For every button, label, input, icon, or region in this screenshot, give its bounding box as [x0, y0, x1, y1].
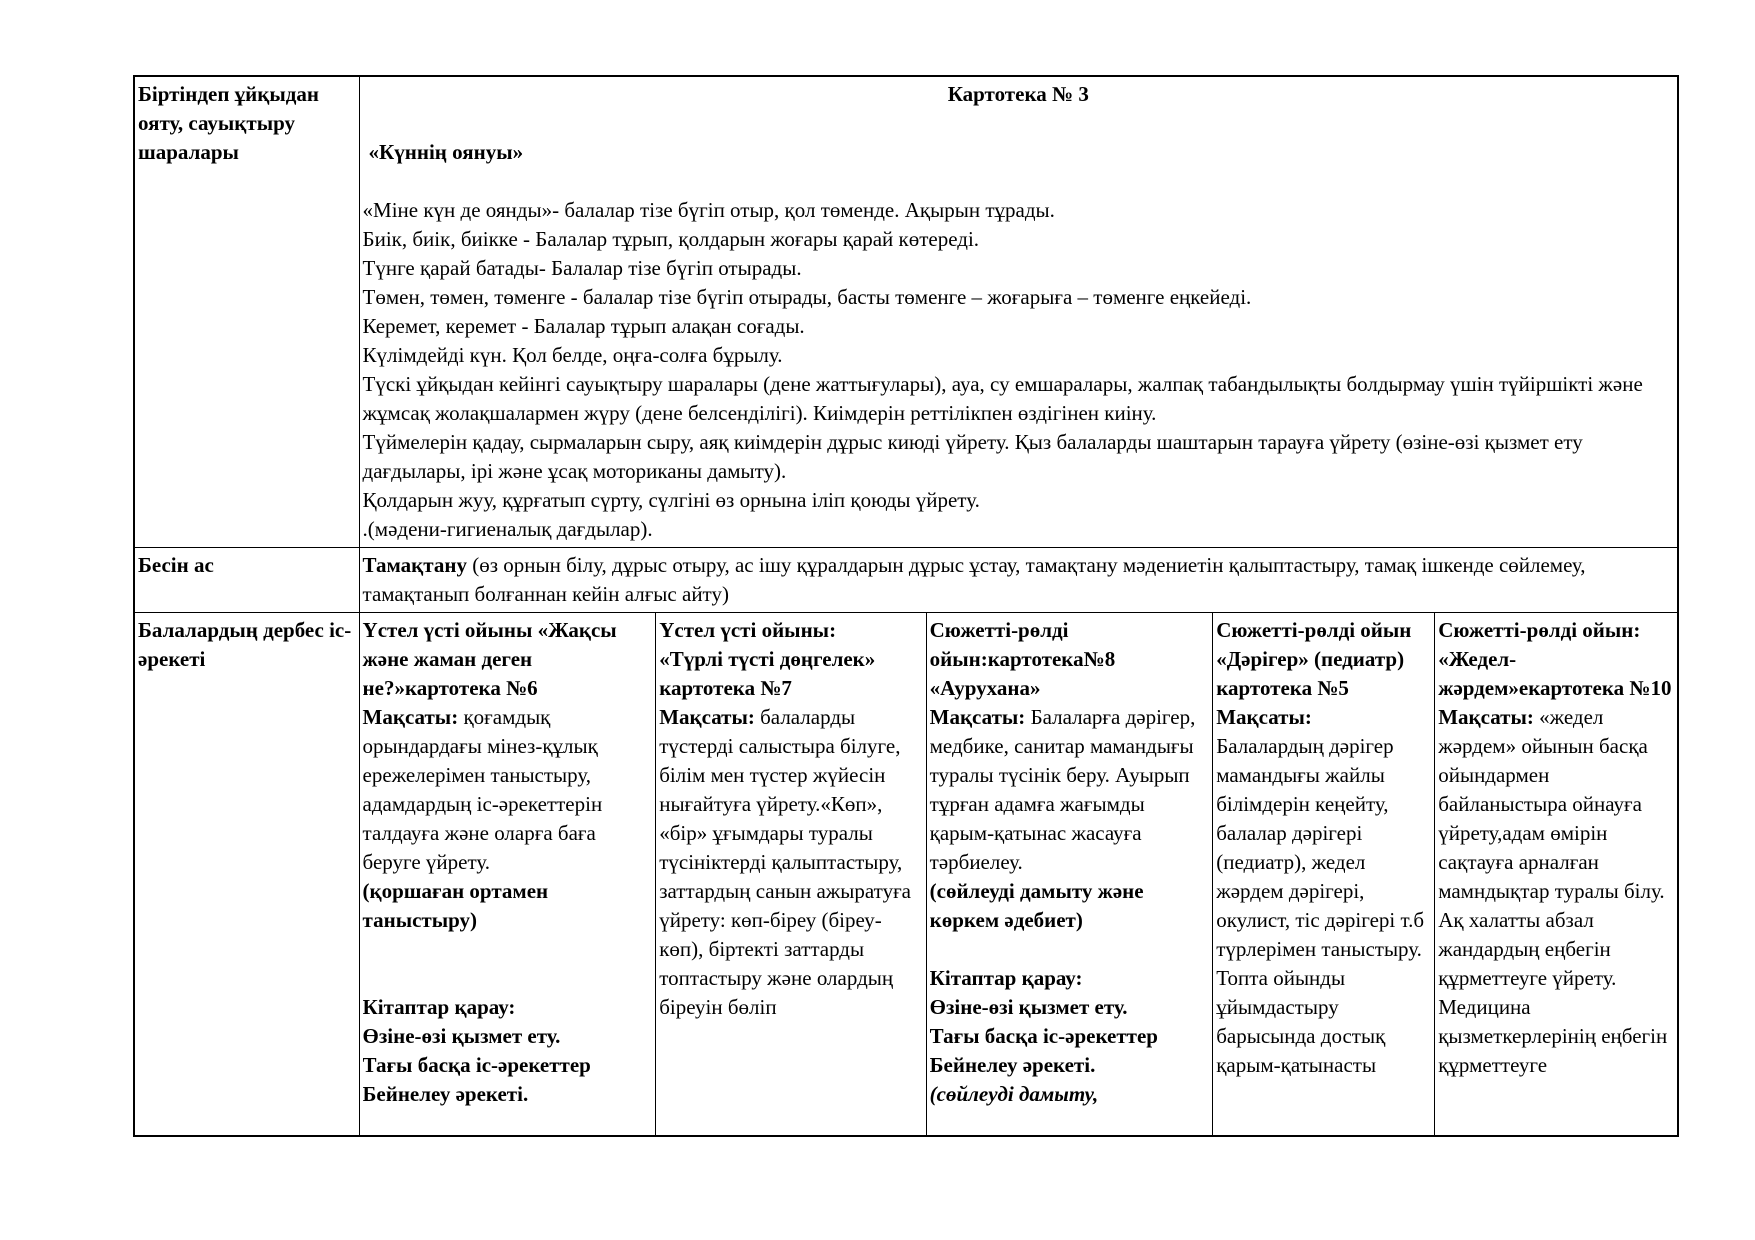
- wakeup-content: [359, 76, 1678, 548]
- table-row: [134, 76, 1678, 548]
- activity-title: Үстел үсті ойыны «Жақсы және жаман деген не?»картотека №6: [362, 618, 617, 700]
- goal-text: «жедел жәрдем» ойынын басқа ойындармен байланыстыра ойнауға үйрету,адам өмірін сақтауға арналған мамндықтар туралы білу.: [1438, 705, 1665, 903]
- activity-title: Сюжетті-рөлді ойын:картотека№8 «Аурухана»: [929, 618, 1116, 700]
- text-line: Керемет, керемет - Балалар тұрып алақан соғады.: [362, 314, 805, 338]
- text-line: Түскі ұйқыдан кейінгі сауықтыру шаралары (дене жаттығулары), ауа, су емшаралары, жалпақ табандылықты болдырмау үшін түйіршікті және жұмсақ жолақшалармен жүру (дене белсенділігі). Киімдерін реттілікпен өздігінен киіну.: [362, 372, 1643, 425]
- goal-label: Мақсаты:: [362, 705, 459, 729]
- extra-line: Кітаптар қарау:: [362, 995, 516, 1019]
- extra-line: Бейнелеу әрекеті.: [929, 1053, 1096, 1077]
- activity-col-2: [656, 613, 926, 1137]
- activity-col-5: [1435, 613, 1678, 1137]
- extra-line: Тағы басқа іс-әрекеттер: [362, 1053, 591, 1077]
- card-heading: Картотека № 3: [947, 82, 1089, 106]
- row-label-wakeup: Біртіндеп ұйқыдан ояту, сауықтыру шаралары: [134, 76, 359, 548]
- text-line: Күлімдейді күн. Қол белде, оңға-солға бұрылу.: [362, 343, 783, 367]
- extra-line: Бейнелеу әрекеті.: [362, 1082, 529, 1106]
- activity-col-4: [1213, 613, 1435, 1137]
- lunch-bold: Тамақтану: [362, 553, 467, 577]
- activity-title-cont: «Түрлі түсті дөңгелек» картотека №7: [659, 647, 876, 700]
- text-line: Қолдарын жуу, құрғатып сүрту, сүлгіні өз орнына іліп қоюды үйрету.: [362, 488, 980, 512]
- goal-text: Балалардың дәрігер мамандығы жайлы білімдерін кеңейту, балалар дәрігері (педиатр), жедел жәрдем дәрігері, окулист, тіс дәрігері т.б түрлерімен таныстыру. Топта ойынды ұйымдастыру барысында достық қарым-қатынасты: [1216, 734, 1425, 1077]
- activity-title: Сюжетті-рөлді ойын «Дәрігер» (педиатр) картотека №5: [1216, 618, 1412, 700]
- activity-col-3: [926, 613, 1213, 1137]
- text-line: .(мәдени-гигиеналық дағдылар).: [362, 517, 653, 541]
- goal-text-2: Ақ халатты абзал жандардың еңбегін құрметтеуге үйрету. Медицина қызметкерлерінің еңбегін құрметтеуге: [1438, 908, 1668, 1077]
- table-row: [134, 548, 1678, 613]
- domain-note: (сөйлеуді дамыту және көркем әдебиет): [929, 879, 1144, 932]
- row-label-activity: Балалардың дербес іс-әрекеті: [134, 613, 359, 1137]
- extra-line: (сөйлеуді дамыту,: [929, 1082, 1099, 1106]
- domain-note: (қоршаған ортамен таныстыру): [362, 879, 549, 932]
- activity-col-1: [359, 613, 656, 1137]
- lunch-text: (өз орнын білу, дұрыс отыру, ас ішу құралдарын дұрыс ұстау, тамақтану мәдениетін қалыптастыру, тамақ ішкенде сөйлемеу, тамақтанып болғаннан кейін алғыс айту): [362, 553, 1586, 606]
- goal-label: Мақсаты:: [1438, 705, 1534, 729]
- extra-line: Кітаптар қарау:: [929, 966, 1083, 990]
- text-line: Түймелерін қадау, сырмаларын сыру, аяқ киімдерін дұрыс киюді үйрету. Қыз балаларды шаштарын тарауға үйрету (өзіне-өзі қызмет ету дағдылары, ірі және ұсақ моториканы дамыту).: [362, 430, 1583, 483]
- card-subheading: «Күннің оянуы»: [368, 140, 524, 164]
- table-row: [134, 613, 1678, 1137]
- goal-label: Мақсаты:: [659, 705, 755, 729]
- goal-label: Мақсаты:: [929, 705, 1026, 729]
- text-line: Түнге қарай батады- Балалар тізе бүгіп отырады.: [362, 256, 802, 280]
- extra-line: Өзіне-өзі қызмет ету.: [929, 995, 1128, 1019]
- row-label-lunch: Бесін ас: [134, 548, 359, 613]
- extra-line: Өзіне-өзі қызмет ету.: [362, 1024, 561, 1048]
- lunch-content: [359, 548, 1678, 613]
- goal-text: қоғамдық орындардағы мінез-құлық ережелерімен таныстыру, адамдардың іс-әрекеттерін талдауға және оларға баға беруге үйрету.: [362, 705, 603, 874]
- text-line: «Міне күн де оянды»- балалар тізе бүгіп отыр, қол төменде. Ақырын тұрады.: [362, 198, 1055, 222]
- extra-line: Тағы басқа іс-әрекеттер: [929, 1024, 1158, 1048]
- schedule-table: [133, 75, 1679, 1137]
- goal-text: балаларды түстерді салыстыра білуге, білім мен түстер жүйесін нығайтуға үйрету.«Көп», «бір» ұғымдары туралы түсініктерді қалыптастыру, заттардың санын ажыратуға үйрету: көп-біреу (біреу-көп), біртекті заттарды топтастыру және олардың біреуін бөліп: [659, 705, 911, 1019]
- activity-title: Сюжетті-рөлді ойын: «Жедел-жәрдем»екартотека №10: [1438, 618, 1672, 700]
- goal-label: Мақсаты:: [1216, 705, 1312, 729]
- text-line: Биік, биік, биікке - Балалар тұрып, қолдарын жоғары қарай көтереді.: [362, 227, 980, 251]
- text-line: Төмен, төмен, төменге - балалар тізе бүгіп отырады, басты төменге – жоғарыға – төменге еңкейеді.: [362, 285, 1252, 309]
- goal-text: Балаларға дәрігер, медбике, санитар мамандығы туралы түсінік беру. Ауырып тұрған адамға жағымды қарым-қатынас жасауға тәрбиелеу.: [929, 705, 1196, 874]
- activity-title: Үстел үсті ойыны:: [659, 618, 837, 642]
